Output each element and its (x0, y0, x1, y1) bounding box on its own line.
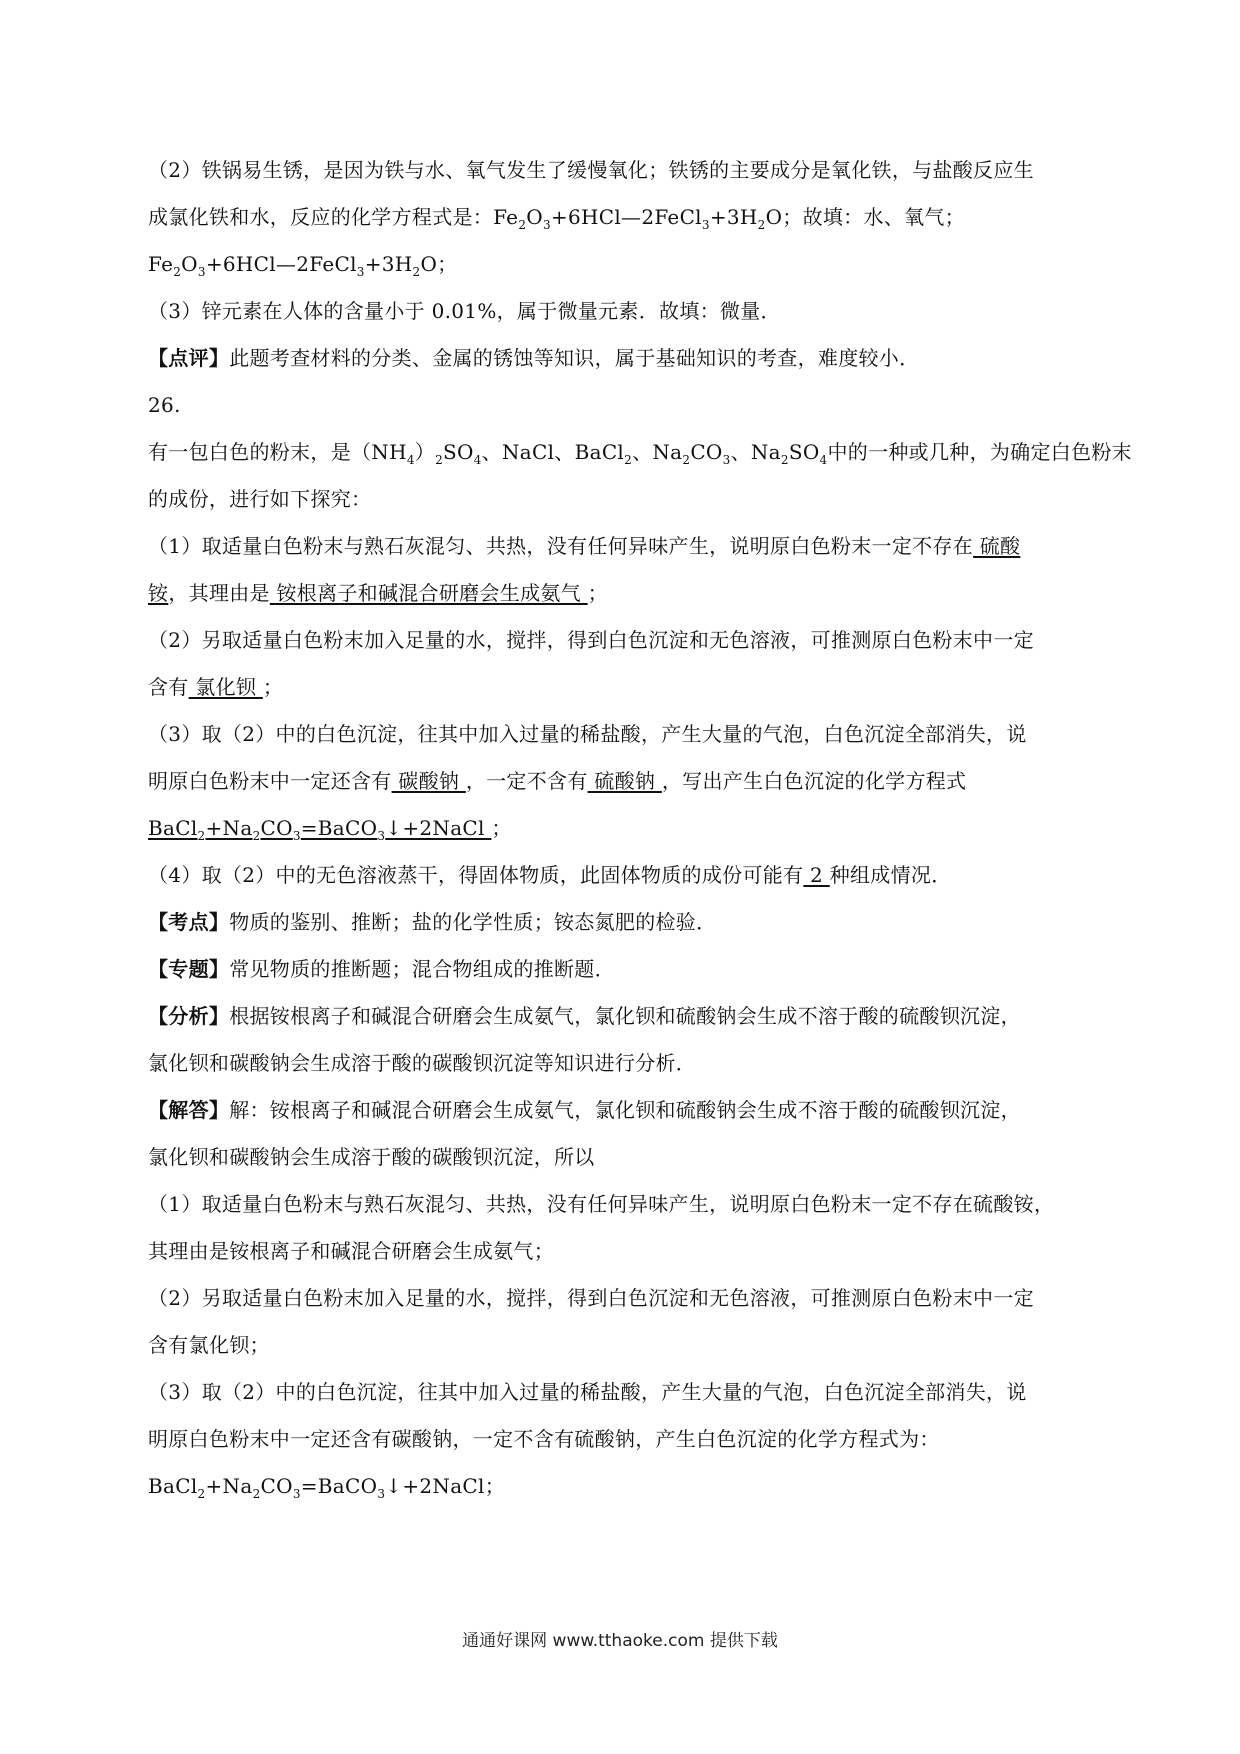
text-line: 成氯化铁和水，反应的化学方程式是：$Fe_2O_3+6HCl—2FeCl_3+3H_2O$；故填：水、氧气； (148, 205, 965, 232)
answer-blank: 2 (803, 863, 830, 887)
text-line: 含有 氯化钡 ； (148, 675, 284, 699)
text-line: （1）取适量白色粉末与熟石灰混匀、共热，没有任何异味产生，说明原白色粉末一定不存在 硫酸 (148, 534, 1021, 558)
text-line: （3）锌元素在人体的含量小于 0.01%，属于微量元素．故填：微量． (148, 299, 781, 323)
answer-blank: 硫酸 (973, 534, 1021, 558)
text-line: 氯化钡和碳酸钠会生成溶于酸的碳酸钡沉淀等知识进行分析． (148, 1051, 697, 1075)
text-line: （1）取适量白色粉末与熟石灰混匀、共热，没有任何异味产生，说明原白色粉末一定不存在硫酸铵， (148, 1192, 1055, 1216)
text-line: 有一包白色的粉末，是$(NH_4)_2SO_4$、NaCl、BaCl$_2$、$Na_2CO_3$、$Na_2SO_4$中的一种或几种，为确定白色粉末 (148, 440, 1132, 467)
text-line: （3）取（2）中的白色沉淀，往其中加入过量的稀盐酸，产生大量的气泡，白色沉淀全部消失，说 (148, 1380, 1027, 1404)
text-line: 明原白色粉末中一定还含有碳酸钠，一定不含有硫酸钠，产生白色沉淀的化学方程式为： (148, 1427, 940, 1451)
section-label: 【分析】 (148, 1004, 230, 1028)
answer-blank: 氯化钡 (188, 675, 263, 699)
jieda-line: 【解答】解：铵根离子和碱混合研磨会生成氨气，氯化钡和硫酸钠会生成不溶于酸的硫酸钡沉淀， (148, 1098, 1021, 1122)
text-line: 铵，其理由是 铵根离子和碱混合研磨会生成氨气 ； (148, 581, 608, 605)
text-line: 含有氯化钡； (148, 1333, 270, 1357)
page-footer: 通通好课网 www.tthaoke.com 提供下载 (462, 1631, 778, 1651)
text-line: （2）另取适量白色粉末加入足量的水，搅拌，得到白色沉淀和无色溶液，可推测原白色粉末中一定 (148, 628, 1034, 652)
text-line: （4）取（2）中的无色溶液蒸干，得固体物质，此固体物质的成份可能有 2 种组成情况． (148, 863, 952, 887)
text-line: $BaCl_2+Na_2CO_3=BaCO_3↓+2NaCl$； (148, 1474, 506, 1501)
comment-line: 【点评】此题考查材料的分类、金属的锈蚀等知识，属于基础知识的考查，难度较小． (148, 346, 920, 370)
text-line: 氯化钡和碳酸钠会生成溶于酸的碳酸钡沉淀，所以 (148, 1145, 595, 1169)
fenxi-line: 【分析】根据铵根离子和碱混合研磨会生成氨气，氯化钡和硫酸钠会生成不溶于酸的硫酸钡沉淀， (148, 1004, 1021, 1028)
text-line: 的成份，进行如下探究： (148, 487, 372, 511)
text-line: （3）取（2）中的白色沉淀，往其中加入过量的稀盐酸，产生大量的气泡，白色沉淀全部消失，说 (148, 722, 1027, 746)
answer-blank: 铵 (148, 581, 169, 605)
answer-blank: 碳酸钠 (391, 769, 466, 793)
text-line: （2）铁锅易生锈，是因为铁与水、氧气发生了缓慢氧化；铁锈的主要成分是氧化铁，与盐酸反应生 (148, 158, 1034, 182)
zhuanti-line: 【专题】常见物质的推断题；混合物组成的推断题． (148, 957, 615, 981)
answer-blank: $BaCl_2+Na_2CO_3=BaCO_3↓+2NaCl$ (148, 816, 492, 843)
section-label: 【解答】 (148, 1098, 230, 1122)
kaodian-line: 【考点】物质的鉴别、推断；盐的化学性质；铵态氮肥的检验． (148, 910, 717, 934)
text-line: $BaCl_2+Na_2CO_3=BaCO_3↓+2NaCl$ ； (148, 816, 512, 843)
section-label: 【专题】 (148, 957, 230, 981)
question-number: 26. (148, 393, 181, 417)
text-line: （2）另取适量白色粉末加入足量的水，搅拌，得到白色沉淀和无色溶液，可推测原白色粉末中一定 (148, 1286, 1034, 1310)
answer-blank: 硫酸钠 (587, 769, 662, 793)
text-line: $Fe_2O_3+6HCl—2FeCl_3+3H_2O$； (148, 252, 458, 279)
section-label: 【考点】 (148, 910, 230, 934)
answer-blank: 铵根离子和碱混合研磨会生成氨气 (269, 581, 588, 605)
section-label: 【点评】 (148, 346, 230, 370)
text-line: 其理由是铵根离子和碱混合研磨会生成氨气； (148, 1239, 554, 1263)
text-line: 明原白色粉末中一定还含有 碳酸钠 ，一定不含有 硫酸钠 ，写出产生白色沉淀的化学方程式 (148, 769, 967, 793)
